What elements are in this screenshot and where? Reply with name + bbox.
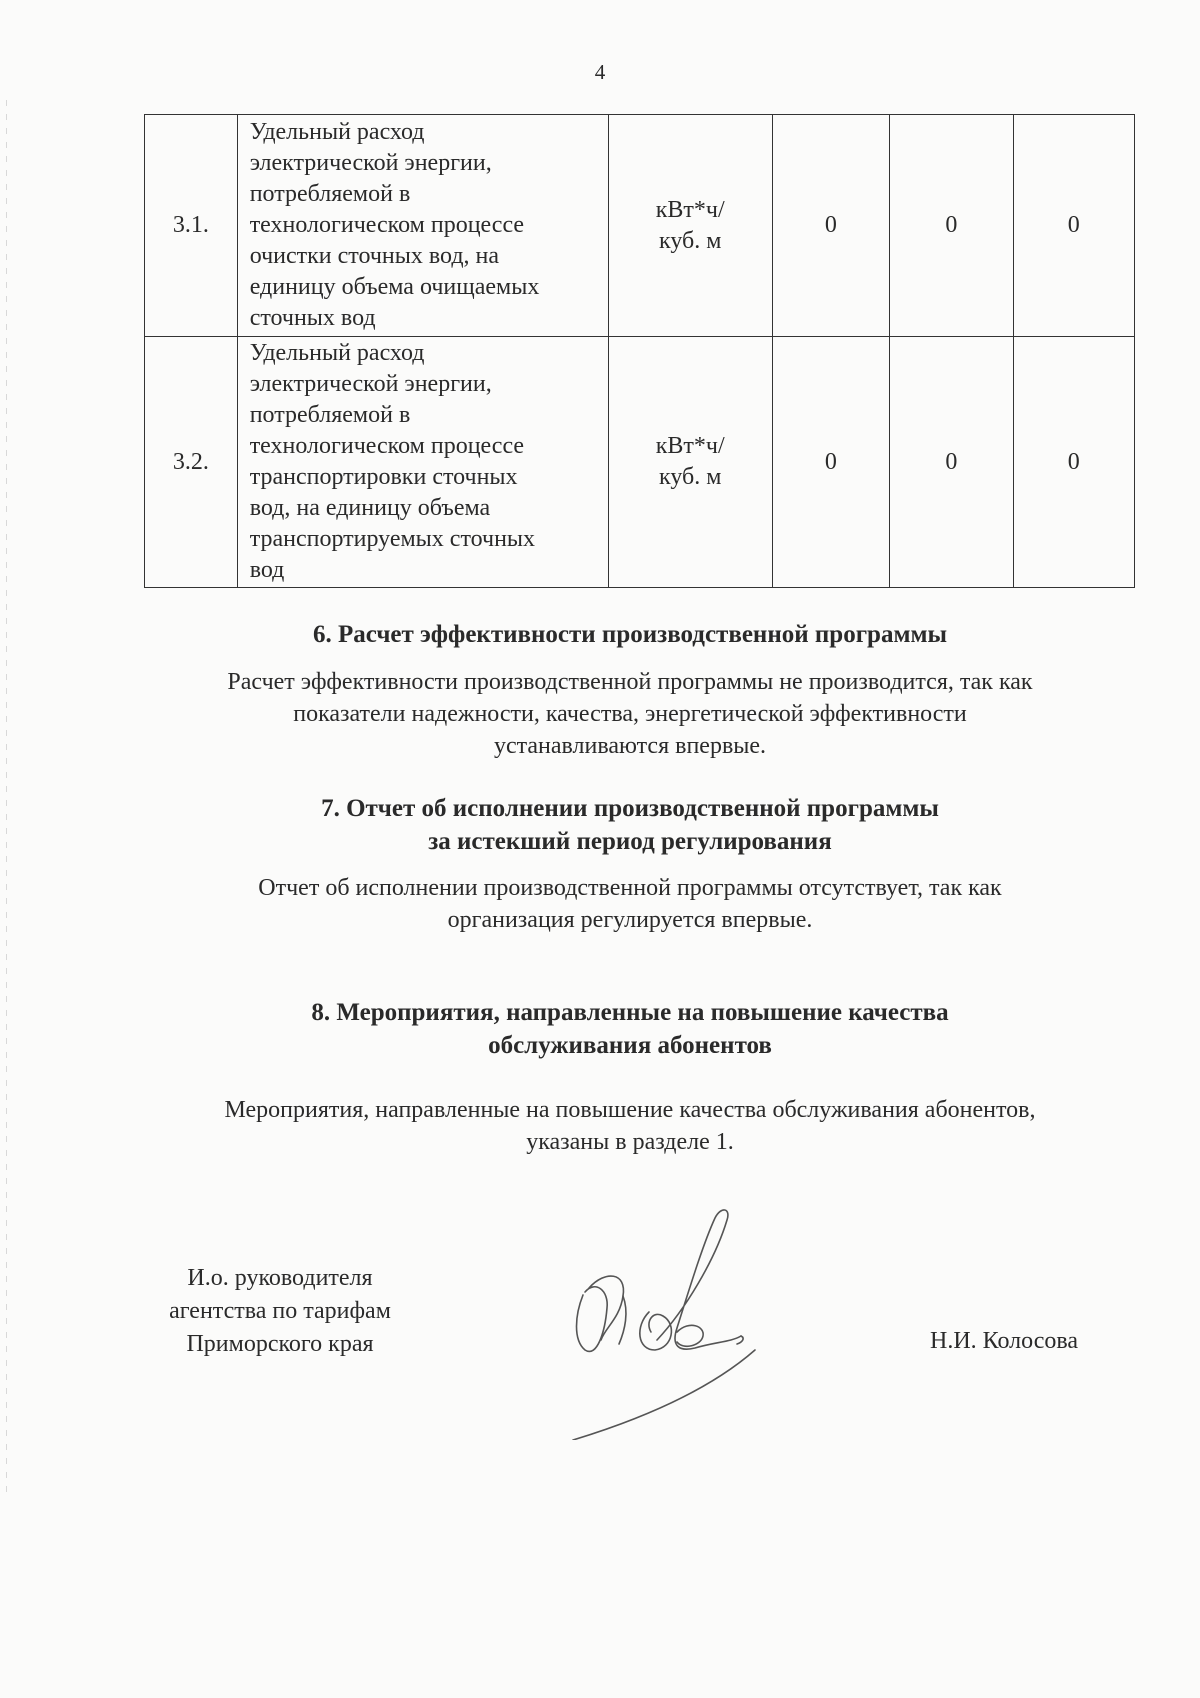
signer-title bbox=[140, 1262, 420, 1361]
indicator-name-line: потребляемой в bbox=[249, 402, 411, 428]
unit-line: куб. м bbox=[659, 227, 722, 254]
indicator-name bbox=[237, 115, 608, 337]
indicator-name-line: единицу объема очищаемых bbox=[249, 274, 540, 300]
value-cell: 0 bbox=[772, 337, 890, 588]
unit-cell bbox=[608, 337, 772, 588]
indicator-name-line: Удельный расход bbox=[249, 119, 425, 145]
body-line: устанавливаются впервые. bbox=[493, 733, 767, 759]
heading-line: 7. Отчет об исполнении производственной программы bbox=[321, 795, 939, 822]
body-line: Расчет эффективности производственной программы не производится, так как bbox=[227, 669, 1033, 695]
unit-cell bbox=[608, 115, 772, 337]
value-cell: 0 bbox=[890, 337, 1013, 588]
unit-line: куб. м bbox=[659, 464, 722, 490]
handwritten-signature-icon bbox=[565, 1200, 795, 1440]
value-cell: 0 bbox=[1013, 337, 1134, 588]
indicator-name-line: сточных вод bbox=[249, 305, 376, 331]
heading-line: обслуживания абонентов bbox=[488, 1032, 772, 1059]
page-number: 4 bbox=[594, 60, 606, 84]
indicator-name-line: потребляемой в bbox=[249, 181, 411, 207]
indicator-name-line: технологическом процессе bbox=[249, 433, 525, 459]
unit-line: кВт*ч/ bbox=[655, 196, 725, 223]
table-row bbox=[145, 337, 1135, 588]
signer-title-line: И.о. руководителя bbox=[187, 1265, 373, 1291]
row-number: 3.2. bbox=[145, 337, 238, 588]
indicator-name-line: транспортировки сточных bbox=[249, 464, 518, 490]
indicator-name-line: вод, на единицу объема bbox=[249, 495, 491, 521]
indicator-name bbox=[237, 337, 608, 588]
heading-line: за истекший период регулирования bbox=[428, 828, 832, 855]
section-7-heading bbox=[0, 792, 1200, 858]
indicator-name-line: очистки сточных вод, на bbox=[249, 243, 500, 269]
indicator-name-line: транспортируемых сточных bbox=[249, 526, 536, 552]
body-line: Мероприятия, направленные на повышение качества обслуживания абонентов, bbox=[224, 1097, 1036, 1123]
body-line: организация регулируется впервые. bbox=[447, 907, 813, 933]
body-line: Отчет об исполнении производственной программы отсутствует, так как bbox=[258, 875, 1002, 901]
section-7-body bbox=[0, 872, 1200, 936]
indicator-name-line: вод bbox=[249, 557, 285, 583]
indicator-name-line: электрической энергии, bbox=[249, 150, 492, 176]
value-cell: 0 bbox=[890, 115, 1013, 337]
signer-title-line: Приморского края bbox=[186, 1331, 374, 1357]
value-cell: 0 bbox=[772, 115, 890, 337]
table-row bbox=[145, 115, 1135, 337]
heading-line: 6. Расчет эффективности производственной программы bbox=[312, 621, 948, 648]
indicator-name-line: электрической энергии, bbox=[249, 371, 492, 397]
section-8-body bbox=[0, 1094, 1200, 1158]
row-number: 3.1. bbox=[145, 115, 238, 337]
indicator-name-line: технологическом процессе bbox=[249, 212, 525, 238]
indicator-name-line: Удельный расход bbox=[249, 340, 425, 366]
indicators-table bbox=[144, 114, 1135, 588]
body-line: указаны в разделе 1. bbox=[526, 1129, 734, 1155]
heading-line: 8. Мероприятия, направленные на повышение качества bbox=[311, 999, 949, 1026]
unit-line: кВт*ч/ bbox=[655, 433, 725, 459]
body-line: показатели надежности, качества, энергетической эффективности bbox=[293, 701, 967, 727]
signer-title-line: агентства по тарифам bbox=[169, 1298, 391, 1324]
signer-name: Н.И. Колосова bbox=[930, 1328, 1079, 1354]
section-6-heading bbox=[0, 618, 1200, 651]
value-cell: 0 bbox=[1013, 115, 1134, 337]
section-8-heading bbox=[0, 996, 1200, 1062]
section-6-body bbox=[0, 666, 1200, 762]
